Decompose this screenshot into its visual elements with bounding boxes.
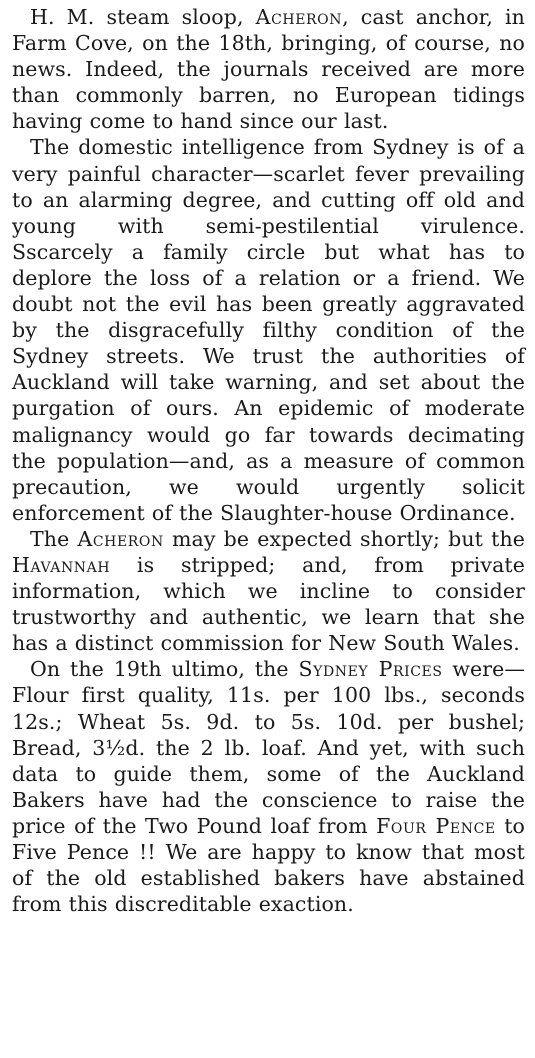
paragraph-scarlet-fever xyxy=(12,134,525,525)
ship-name-acheron: Acheron xyxy=(77,526,164,551)
paragraph-sydney-prices xyxy=(12,656,525,917)
ship-name-havannah: Havannah xyxy=(12,552,111,577)
paragraph-acheron-arrival xyxy=(12,4,525,134)
text-run: The xyxy=(30,526,78,551)
text-run: H. M. steam sloop, xyxy=(30,5,256,29)
paragraph-havannah xyxy=(12,526,525,656)
text-run: may be expected shortly; but the xyxy=(163,526,525,551)
four-pence-text: Four Pence xyxy=(376,813,496,838)
sydney-prices-heading: Sydney Prices xyxy=(298,657,443,682)
text-run: The domestic intelligence from Sydney is of a very painful character—scarlet fever prevailing to an alarming degree, and cutting off old and young with semi-pestilential virulence. Sscarcely a family circle but what has to deplore the loss of a relation or a friend. We doubt not the evil has been greatly aggravated by the disgracefully filthy condition of the Sydney streets. We trust the authorities of Auckland will take warning, and set about the purgation of ours. An epidemic of moderate malignancy would go far towards decimating the population—and, as a measure of common precaution, we would urgently solicit enforcement of the Slaughter-house Ordinance. xyxy=(12,135,525,525)
ship-name-acheron: Acheron xyxy=(255,5,343,29)
text-run: On the 19th ultimo, the xyxy=(30,657,299,682)
text-run: to Five Pence !! We are happy to know that most of the old established bakers have abstained from this discreditable exaction. xyxy=(12,813,525,917)
text-run: is stripped; and, from private information, which we incline to consider trustworthy and authentic, we learn that she has a distinct commission for New South Wales. xyxy=(12,552,525,656)
text-run: were—Flour first quality, 11s. per 100 lbs., seconds 12s.; Wheat 5s. 9d. to 5s. 10d. per bushel; Bread, 3½d. the 2 lb. loaf. And yet, with such data to guide them, some of the Auckland Bakers have had the conscience to raise the price of the Two Pound loaf from xyxy=(12,657,525,838)
text-run: , cast anchor, in Farm Cove, on the 18th, bringing, of course, no news. Indeed, the journals received are more than commonly barren, no European tidings having come to hand since our last. xyxy=(12,5,525,134)
